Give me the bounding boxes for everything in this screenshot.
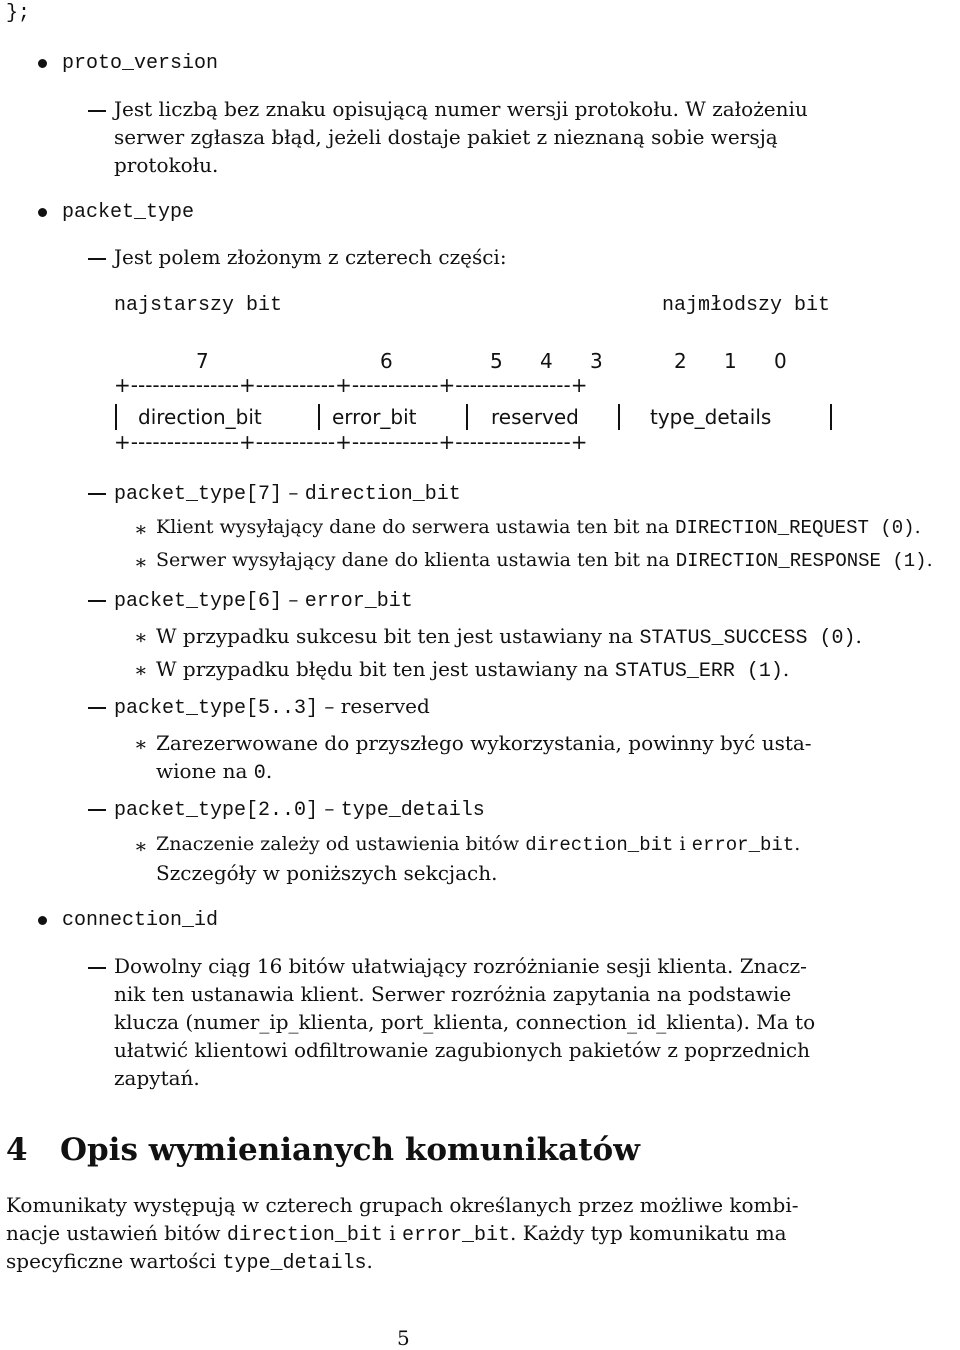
- bit-number: 4: [540, 349, 553, 373]
- diagram-border-top: +---------------+-----------+------------+----------------+: [114, 373, 588, 397]
- field-separator: [318, 404, 320, 430]
- bit-number: 0: [774, 349, 787, 373]
- asterisk-icon: ∗: [134, 550, 148, 574]
- asterisk-icon: ∗: [134, 732, 148, 756]
- section-title: Opis wymienianych komunikatów: [60, 1132, 640, 1168]
- paragraph-line: Komunikaty występują w czterech grupach określanych przez możliwe kombi-: [6, 1193, 799, 1217]
- desc-line: Jest polem złożonym z czterech części:: [114, 245, 507, 269]
- sub-item: Klient wysyłający dane do serwera ustawia ten bit na DIRECTION_REQUEST (0).: [156, 516, 921, 539]
- bit-number: 3: [590, 349, 603, 373]
- dash-icon: [88, 967, 106, 969]
- desc-line: protokołu.: [114, 153, 219, 177]
- asterisk-icon: ∗: [134, 517, 148, 541]
- field-type-details: type_details: [650, 405, 772, 429]
- term-proto-version: proto_version: [62, 52, 219, 75]
- page-number: 5: [397, 1326, 410, 1350]
- subfield-heading: packet_type[7] – direction_bit: [114, 480, 461, 506]
- code-fragment: };: [6, 2, 31, 25]
- dash-icon: [88, 600, 106, 602]
- field-separator: [466, 404, 468, 430]
- sub-item-cont: Szczegóły w poniższych sekcjach.: [156, 861, 498, 885]
- paragraph-line: specyficzne wartości type_details.: [6, 1249, 373, 1275]
- subfield-heading: packet_type[6] – error_bit: [114, 587, 413, 613]
- asterisk-icon: ∗: [134, 834, 148, 858]
- dash-icon: [88, 707, 106, 709]
- bullet-icon: [38, 59, 47, 68]
- sub-item-cont: wione na 0.: [156, 759, 273, 785]
- field-direction-bit: direction_bit: [138, 405, 262, 429]
- diagram-fields-row: [114, 404, 836, 430]
- asterisk-icon: ∗: [134, 625, 148, 649]
- field-separator: [618, 404, 620, 430]
- asterisk-icon: ∗: [134, 658, 148, 682]
- desc-line: zapytań.: [114, 1066, 200, 1090]
- desc-line: serwer zgłasza błąd, jeżeli dostaje pakiet z nieznaną sobie wersją: [114, 125, 778, 149]
- term-packet-type: packet_type: [62, 201, 195, 224]
- lsb-label: najmłodszy bit: [662, 294, 831, 317]
- field-error-bit: error_bit: [332, 405, 417, 429]
- dash-icon: [88, 258, 106, 260]
- section-number: 4: [6, 1132, 28, 1168]
- bit-number: 5: [490, 349, 503, 373]
- dash-icon: [88, 809, 106, 811]
- field-reserved: reserved: [491, 405, 579, 429]
- paragraph-line: nacje ustawień bitów direction_bit i error_bit. Każdy typ komunikatu ma: [6, 1221, 787, 1247]
- dash-icon: [88, 110, 106, 112]
- bit-number: 6: [380, 349, 393, 373]
- bullet-icon: [38, 916, 47, 925]
- diagram-border-bottom: +---------------+-----------+------------+----------------+: [114, 430, 588, 454]
- sub-item: Znaczenie zależy od ustawienia bitów direction_bit i error_bit.: [156, 833, 801, 856]
- bit-number: 7: [196, 349, 209, 373]
- field-separator: [830, 404, 832, 430]
- subfield-heading: packet_type[5..3] – reserved: [114, 694, 430, 720]
- bit-number: 2: [674, 349, 687, 373]
- sub-item: W przypadku sukcesu bit ten jest ustawiany na STATUS_SUCCESS (0).: [156, 624, 862, 650]
- subfield-heading: packet_type[2..0] – type_details: [114, 796, 485, 822]
- sub-item: Zarezerwowane do przyszłego wykorzystania, powinny być usta-: [156, 731, 812, 755]
- desc-line: klucza (numer_ip_klienta, port_klienta, connection_id_klienta). Ma to: [114, 1010, 816, 1034]
- bullet-icon: [38, 208, 47, 217]
- term-connection-id: connection_id: [62, 909, 219, 932]
- msb-label: najstarszy bit: [114, 294, 283, 317]
- dash-icon: [88, 493, 106, 495]
- bit-number: 1: [724, 349, 737, 373]
- desc-line: Jest liczbą bez znaku opisującą numer wersji protokołu. W założeniu: [114, 97, 808, 121]
- field-separator: [115, 404, 117, 430]
- desc-line: Dowolny ciąg 16 bitów ułatwiający rozróżnianie sesji klienta. Znacz-: [114, 954, 807, 978]
- desc-line: ułatwić klientowi odfiltrowanie zagubionych pakietów z poprzednich: [114, 1038, 810, 1062]
- sub-item: Serwer wysyłający dane do klienta ustawia ten bit na DIRECTION_RESPONSE (1).: [156, 549, 933, 572]
- desc-line: nik ten ustanawia klient. Serwer rozróżnia zapytania na podstawie: [114, 982, 792, 1006]
- sub-item: W przypadku błędu bit ten jest ustawiany na STATUS_ERR (1).: [156, 657, 790, 683]
